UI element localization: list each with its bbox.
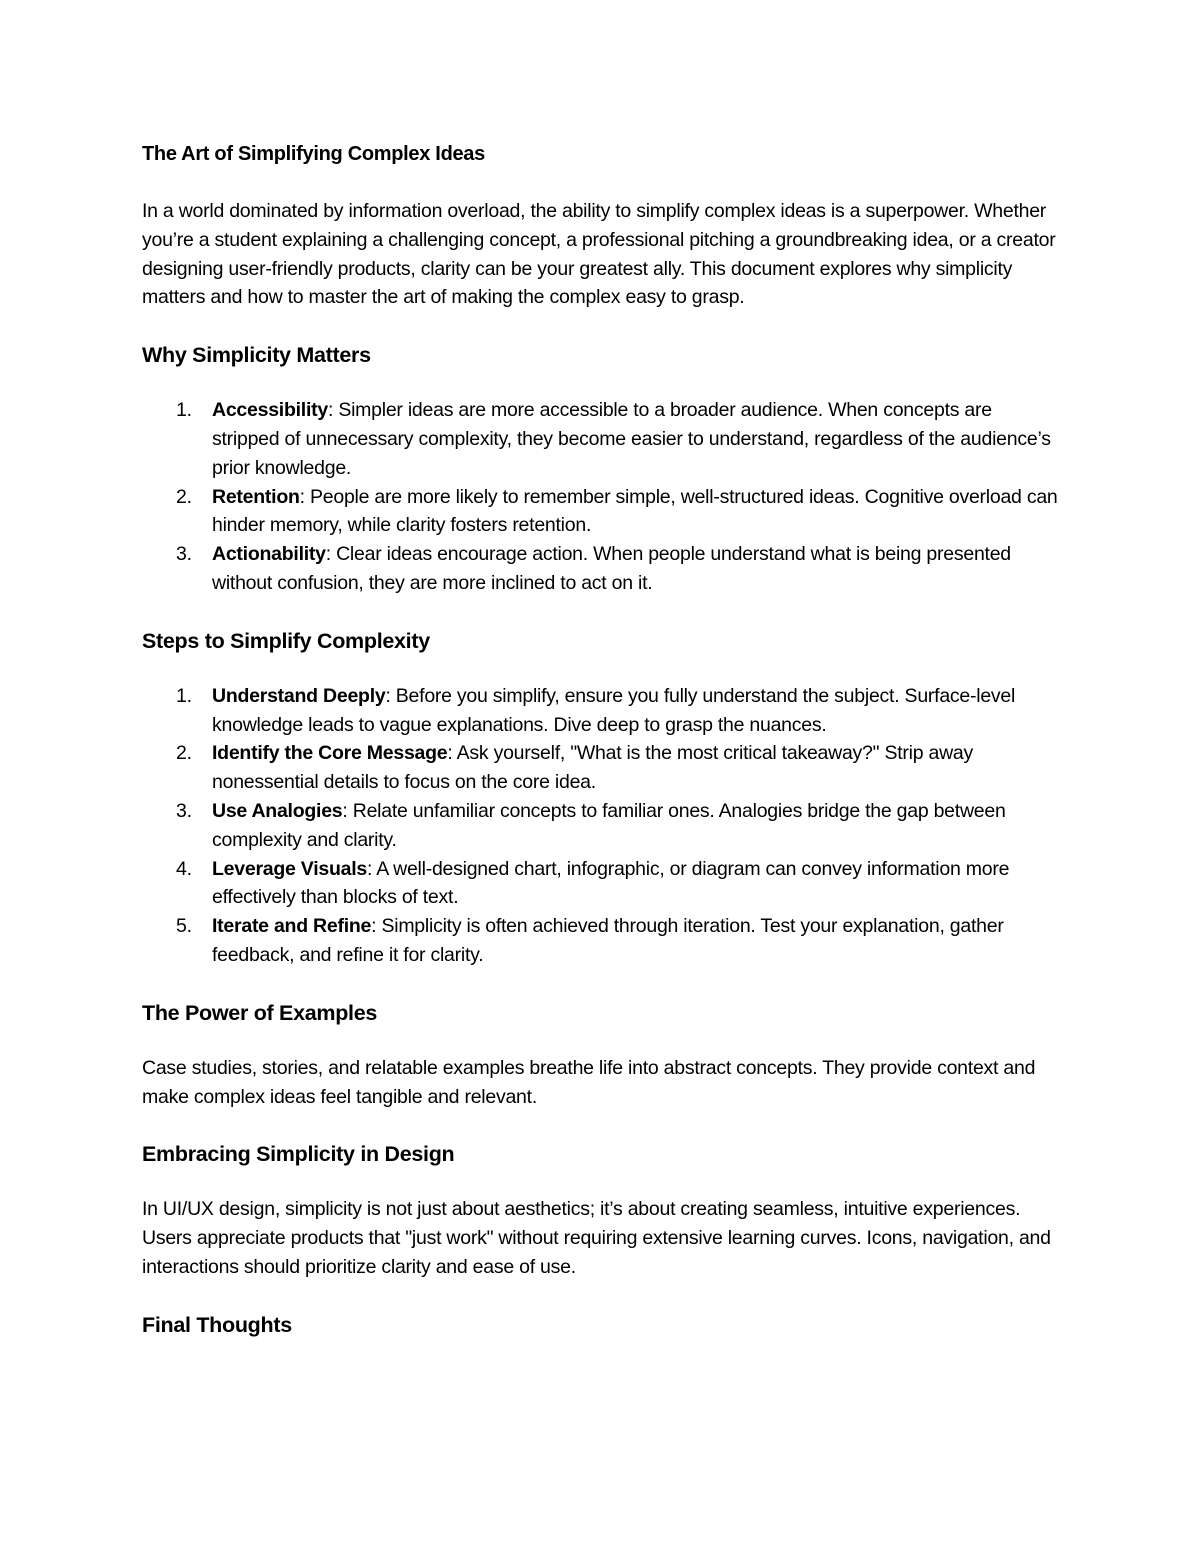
heading-steps: Steps to Simplify Complexity [142, 628, 430, 653]
list-number: 3. [176, 543, 192, 566]
list-number: 2. [176, 485, 192, 508]
list-term: Identify the Core Message [212, 742, 448, 765]
steps-list [142, 682, 1062, 970]
list-number: 5. [176, 915, 192, 938]
document-title: The Art of Simplifying Complex Ideas [142, 143, 485, 165]
list-item [142, 855, 1062, 913]
list-term: Use Analogies [212, 799, 343, 822]
list-item [142, 739, 1062, 797]
heading-final-thoughts: Final Thoughts [142, 1312, 292, 1337]
list-term: Iterate and Refine [212, 915, 372, 938]
list-text: : Simpler ideas are more accessible to a broader audience. When concepts are stripped of unnecessary complexity, they become easier to understand, regardless of the audience’s prior knowledge. [212, 399, 1051, 479]
examples-paragraph: Case studies, stories, and relatable examples breathe life into abstract concepts. They provide context and make complex ideas feel tangible and relevant. [142, 1056, 1036, 1108]
list-item [142, 540, 1062, 598]
list-number: 1. [176, 399, 192, 422]
list-term: Actionability [212, 543, 326, 566]
list-number: 3. [176, 799, 192, 822]
list-number: 1. [176, 684, 192, 707]
list-number: 2. [176, 742, 192, 765]
list-text: : A well-designed chart, infographic, or diagram can convey information more effectively than blocks of text. [212, 857, 1010, 909]
heading-why-simplicity: Why Simplicity Matters [142, 343, 371, 368]
list-text: : People are more likely to remember simple, well-structured ideas. Cognitive overload can hinder memory, while clarity fosters retention. [212, 485, 1058, 537]
list-term: Understand Deeply [212, 684, 386, 707]
intro-paragraph: In a world dominated by information overload, the ability to simplify complex ideas is a superpower. Whether you’re a student explaining a challenging concept, a professional pitching a groundbreaking idea, or a creator designing user-friendly products, clarity can be your greatest ally. This document explores why simplicity matters and how to master the art of making the complex easy to grasp. [142, 200, 1056, 309]
list-text: : Clear ideas encourage action. When people understand what is being presented without confusion, they are more inclined to act on it. [212, 543, 1011, 594]
list-item [142, 797, 1062, 855]
list-text: : Ask yourself, "What is the most critical takeaway?" Strip away nonessential details to focus on the core idea. [212, 742, 974, 794]
list-number: 4. [176, 857, 192, 880]
why-simplicity-list [142, 396, 1062, 598]
list-text: : Before you simplify, ensure you fully understand the subject. Surface-level knowledge leads to vague explanations. Dive deep to grasp the nuances. [212, 684, 1016, 736]
list-term: Accessibility [212, 399, 328, 422]
heading-power-of-examples: The Power of Examples [142, 1000, 378, 1025]
list-text: : Simplicity is often achieved through iteration. Test your explanation, gather feedback, and refine it for clarity. [212, 915, 1004, 966]
heading-simplicity-in-design: Embracing Simplicity in Design [142, 1142, 455, 1167]
list-item [142, 396, 1062, 482]
list-text: : Relate unfamiliar concepts to familiar ones. Analogies bridge the gap between complexity and clarity. [212, 799, 1006, 851]
list-item [142, 483, 1062, 541]
list-term: Leverage Visuals [212, 857, 367, 880]
design-paragraph: In UI/UX design, simplicity is not just about aesthetics; it’s about creating seamless, intuitive experiences. Users appreciate products that "just work" without requiring extensive learning curves. Icons, navigation, and interactions should prioritize clarity and ease of use. [142, 1198, 1051, 1278]
document-body [142, 140, 1062, 1366]
list-term: Retention [212, 485, 300, 508]
list-item [142, 682, 1062, 740]
list-item [142, 912, 1062, 970]
